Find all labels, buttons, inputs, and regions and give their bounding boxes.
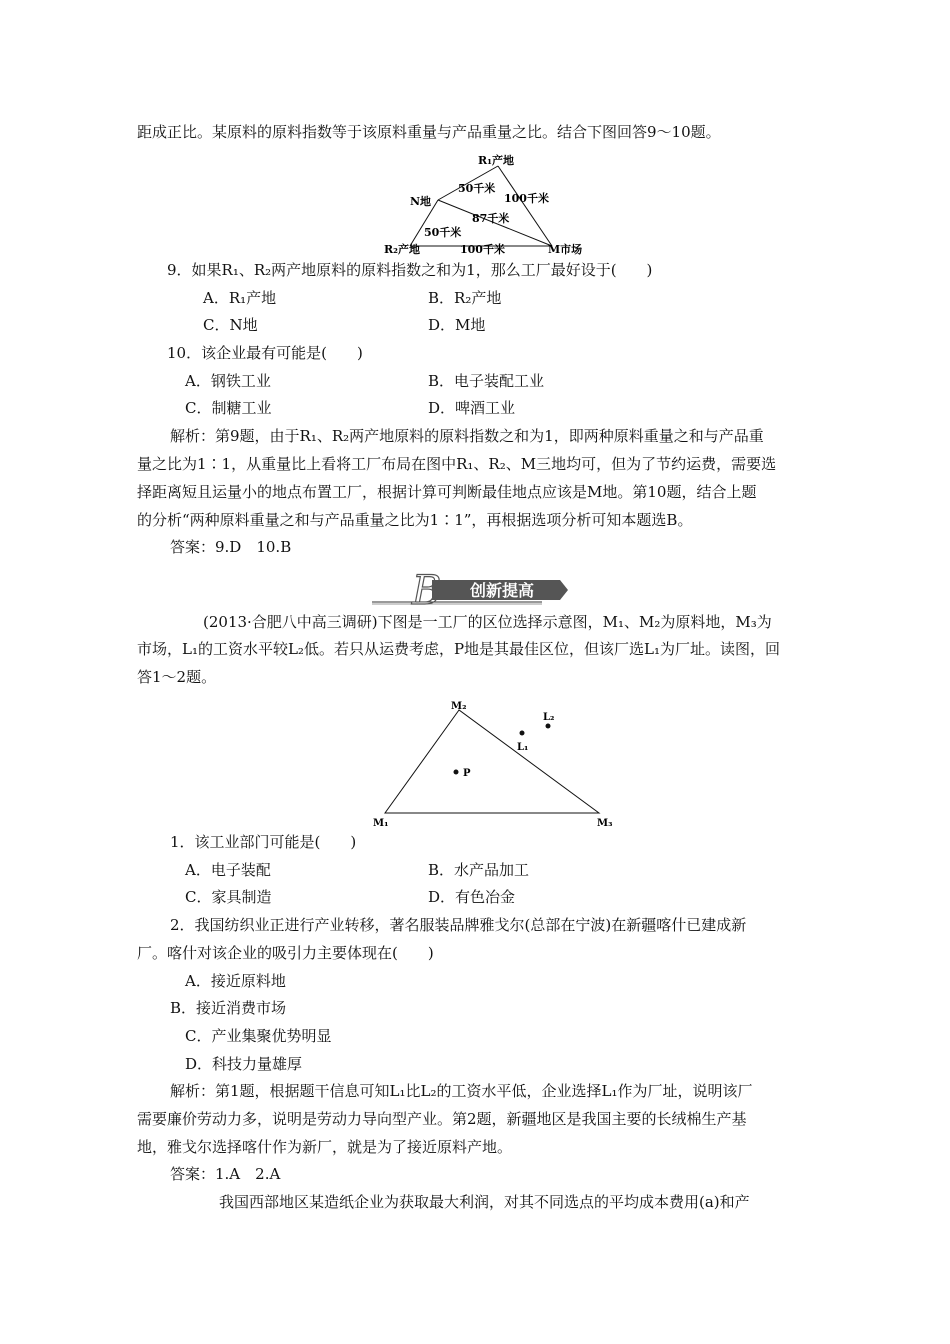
q10-option-b: B．电子装配工业 xyxy=(428,372,545,390)
analysis1-line-4: 的分析“两种原料重量之和与产品重量之比为1∶1”，再根据选项分析可知本题选B。 xyxy=(137,511,693,529)
label-r2: R₂产地 xyxy=(384,243,420,256)
label-m: M市场 xyxy=(548,243,583,256)
answer1: 答案：9.D 10.B xyxy=(170,538,292,556)
label-p: P xyxy=(463,768,471,779)
analysis2-line-2: 需要廉价劳动力多，说明是劳动力导向型产业。第2题，新疆地区是我国主要的长绒棉生产基 xyxy=(137,1110,747,1128)
banner-title: 创新提高 xyxy=(470,581,535,600)
q9-option-b: B．R₂产地 xyxy=(428,289,502,307)
label-m3: M₃ xyxy=(597,818,613,829)
q1-stem: 1．该工业部门可能是( ) xyxy=(170,833,357,851)
last-line: 我国西部地区某造纸企业为获取最大利润，对其不同选点的平均成本费用(a)和产 xyxy=(219,1193,750,1211)
q1-option-a: A．电子装配 xyxy=(185,861,271,879)
label-d-r2-m: 100千米 xyxy=(460,243,505,256)
q10-option-d: D．啤酒工业 xyxy=(428,399,516,417)
label-l1: L₁ xyxy=(517,742,529,753)
q2-stem-line-1: 2．我国纺织业正进行产业转移，著名服装品牌雅戈尔(总部在宁波)在新疆喀什已建成新 xyxy=(170,916,747,934)
intro2-line-3: 答1～2题。 xyxy=(137,668,217,686)
intro2-line-1: (2013·合肥八中高三调研)下图是一工厂的区位选择示意图，M₁、M₂为原料地，M₃为 xyxy=(203,613,772,631)
q2-stem-line-2: 厂。喀什对该企业的吸引力主要体现在( ) xyxy=(137,944,434,962)
section-banner xyxy=(372,570,582,610)
q1-option-c: C．家具制造 xyxy=(185,888,272,906)
label-d-r1-n: 50千米 xyxy=(458,182,496,195)
q9-stem: 9．如果R₁、R₂两产地原料的原料指数之和为1，那么工厂最好设于( ) xyxy=(167,261,653,279)
figure-distance-triangle xyxy=(380,150,600,260)
analysis1-line-1: 解析：第9题，由于R₁、R₂两产地原料的原料指数之和为1，即两种原料重量之和与产品重 xyxy=(170,427,764,445)
figure-location-triangle xyxy=(365,695,625,835)
label-d-n-r2: 50千米 xyxy=(424,226,462,239)
label-n: N地 xyxy=(410,195,432,208)
intro2-line-2: 市场，L₁的工资水平较L₂低。若只从运费考虑，P地是其最佳区位，但该厂选L₁为厂址。读图，回 xyxy=(137,640,781,658)
q2-option-d: D．科技力量雄厚 xyxy=(185,1055,303,1073)
q2-option-b: B．接近消费市场 xyxy=(170,999,287,1017)
analysis1-line-2: 量之比为1∶1，从重量比上看将工厂布局在图中R₁、R₂、M三地均可，但为了节约运费，需要选 xyxy=(137,455,777,473)
label-d-r1-m: 100千米 xyxy=(504,192,549,205)
q10-stem: 10．该企业最有可能是( ) xyxy=(167,344,363,362)
intro-line: 距成正比。某原料的原料指数等于该原料重量与产品重量之比。结合下图回答9～10题。 xyxy=(137,123,721,141)
q9-option-d: D．M地 xyxy=(428,316,486,334)
q10-option-a: A．钢铁工业 xyxy=(185,372,271,390)
label-m1: M₁ xyxy=(373,818,389,829)
q2-option-c: C．产业集聚优势明显 xyxy=(185,1027,332,1045)
q10-option-c: C．制糖工业 xyxy=(185,399,272,417)
label-r1: R₁产地 xyxy=(478,154,514,167)
q9-option-c: C．N地 xyxy=(203,316,258,334)
banner-letter: B xyxy=(412,570,442,610)
answer2: 答案：1.A 2.A xyxy=(170,1165,281,1183)
q1-option-b: B．水产品加工 xyxy=(428,861,530,879)
q9-option-a: A．R₁产地 xyxy=(203,289,277,307)
label-l2: L₂ xyxy=(543,712,555,723)
analysis2-line-1: 解析：第1题，根据题干信息可知L₁比L₂的工资水平低，企业选择L₁作为厂址，说明该厂 xyxy=(170,1082,753,1100)
label-d-n-m: 87千米 xyxy=(472,212,510,225)
label-m2: M₂ xyxy=(451,701,467,712)
analysis1-line-3: 择距离短且运量小的地点布置工厂，根据计算可判断最佳地点应该是M地。第10题，结合上题 xyxy=(137,483,757,501)
analysis2-line-3: 地，雅戈尔选择喀什作为新厂，就是为了接近原料产地。 xyxy=(137,1138,513,1156)
q1-option-d: D．有色冶金 xyxy=(428,888,516,906)
q2-option-a: A．接近原料地 xyxy=(185,972,286,990)
